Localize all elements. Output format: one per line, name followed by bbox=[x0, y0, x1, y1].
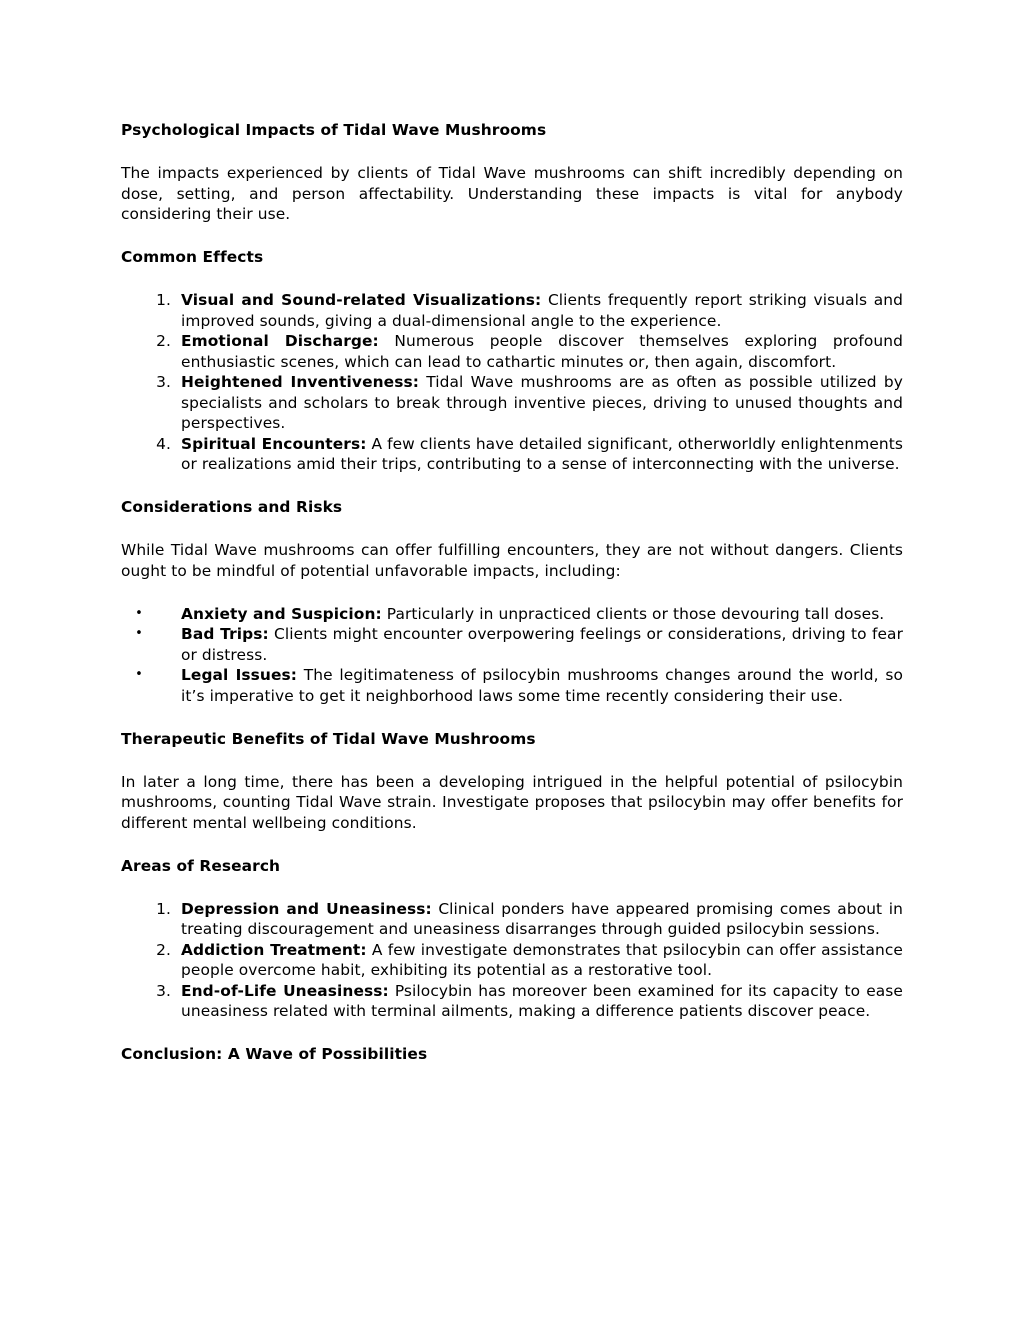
list-item-lead: Heightened Inventiveness: bbox=[181, 373, 419, 391]
benefits-heading: Therapeutic Benefits of Tidal Wave Mushrooms bbox=[121, 729, 536, 748]
list-item bbox=[121, 372, 903, 434]
list-item-lead: Legal Issues: bbox=[181, 666, 298, 684]
list-item-text: Psilocybin has moreover been examined for its capacity to ease uneasiness related with terminal ailments, making a difference patients discover peace. bbox=[181, 981, 903, 1020]
research-list bbox=[121, 899, 903, 1022]
list-item-lead: Addiction Treatment: bbox=[181, 940, 367, 959]
list-number: 3. bbox=[156, 373, 171, 391]
list-number: 1. bbox=[156, 291, 171, 309]
list-item bbox=[121, 899, 903, 940]
list-number: 3. bbox=[156, 981, 171, 1000]
common-effects-list bbox=[121, 290, 903, 475]
risks-paragraph: While Tidal Wave mushrooms can offer fulfilling encounters, they are not without dangers. Clients ought to be mindful of potential unfavorable impacts, including: bbox=[121, 541, 903, 580]
risks-list bbox=[121, 604, 903, 707]
list-item-text: Clinical ponders have appeared promising comes about in treating discouragement and uneasiness disarranges through guided psilocybin sessions. bbox=[181, 899, 903, 938]
list-item-lead: Emotional Discharge: bbox=[181, 332, 379, 350]
list-item bbox=[121, 665, 903, 706]
list-item-text: Clients might encounter overpowering feelings or considerations, driving to fear or distress. bbox=[181, 625, 903, 664]
list-item-text: Tidal Wave mushrooms are as often as possible utilized by specialists and scholars to break through inventive pieces, driving to unused thoughts and perspectives. bbox=[181, 373, 903, 432]
list-item-lead: End-of-Life Uneasiness: bbox=[181, 981, 389, 1000]
risks-heading: Considerations and Risks bbox=[121, 498, 343, 516]
bullet-icon: • bbox=[135, 605, 143, 621]
common-effects-heading: Common Effects bbox=[121, 248, 264, 266]
bullet-icon: • bbox=[135, 626, 143, 641]
benefits-paragraph: In later a long time, there has been a developing intrigued in the helpful potential of psilocybin mushrooms, counting Tidal Wave strain. Investigate proposes that psilocybin may offer benefits for different mental wellbeing conditions. bbox=[121, 772, 903, 832]
list-item bbox=[121, 290, 903, 331]
list-item-text: Particularly in unpracticed clients or those devouring tall doses. bbox=[381, 604, 885, 623]
bullet-icon: • bbox=[135, 667, 143, 682]
intro-paragraph: The impacts experienced by clients of Tidal Wave mushrooms can shift incredibly depending on dose, setting, and person affectability. Understanding these impacts is vital for anybody considering their use. bbox=[121, 164, 903, 223]
list-item-lead: Spiritual Encounters: bbox=[181, 434, 367, 453]
list-item bbox=[121, 434, 903, 475]
page-title: Psychological Impacts of Tidal Wave Mushrooms bbox=[121, 121, 547, 139]
list-number: 4. bbox=[156, 434, 171, 453]
list-item bbox=[121, 981, 903, 1022]
list-item-lead: Visual and Sound-related Visualizations: bbox=[181, 291, 542, 309]
list-item-lead: Bad Trips: bbox=[181, 625, 269, 643]
conclusion-heading: Conclusion: A Wave of Possibilities bbox=[121, 1045, 428, 1063]
list-item-text: A few investigate demonstrates that psilocybin can offer assistance people overcome habit, exhibiting its potential as a restorative tool. bbox=[181, 940, 904, 979]
list-item-lead: Anxiety and Suspicion: bbox=[181, 604, 382, 623]
list-number: 1. bbox=[156, 899, 171, 918]
list-item-text: A few clients have detailed significant, otherworldly enlightenments or realizations amid their trips, contributing to a sense of interconnecting with the universe. bbox=[181, 434, 904, 473]
list-number: 2. bbox=[156, 332, 171, 350]
list-item bbox=[121, 624, 903, 665]
list-item bbox=[121, 940, 903, 981]
list-item bbox=[121, 604, 903, 625]
list-item-text: Clients frequently report striking visuals and improved sounds, giving a dual-dimensional angle to the experience. bbox=[181, 291, 903, 330]
list-item-lead: Depression and Uneasiness: bbox=[181, 899, 432, 918]
list-number: 2. bbox=[156, 940, 171, 959]
list-item bbox=[121, 331, 903, 372]
research-heading: Areas of Research bbox=[121, 856, 281, 875]
document-page bbox=[121, 120, 903, 1065]
list-item-text: Numerous people discover themselves exploring profound enthusiastic scenes, which can lead to cathartic minutes or, then again, discomfort. bbox=[181, 332, 903, 371]
list-item-text: The legitimateness of psilocybin mushrooms changes around the world, so it’s imperative to get it neighborhood laws some time recently considering their use. bbox=[181, 666, 903, 705]
